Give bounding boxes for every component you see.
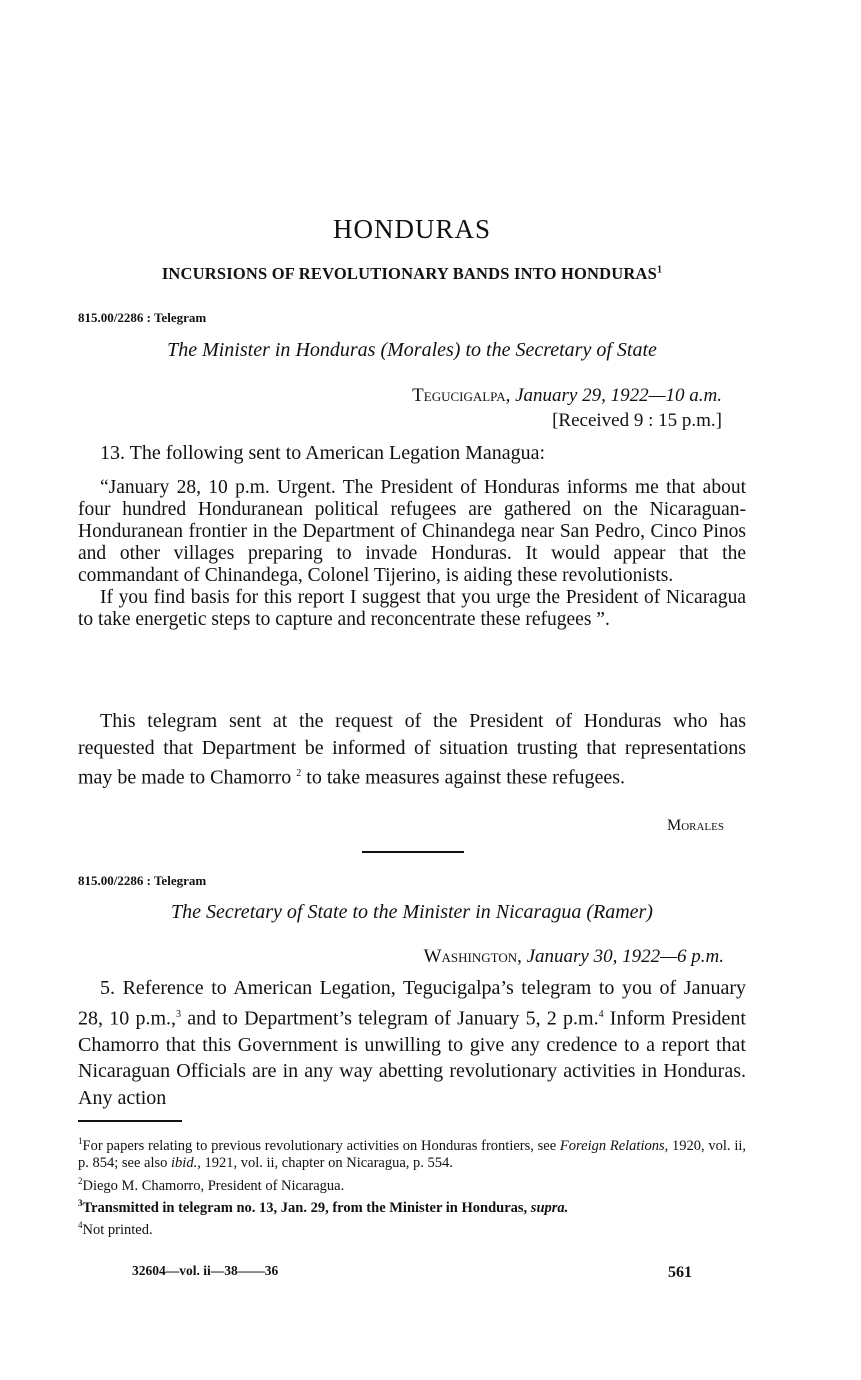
section-divider: [362, 851, 464, 853]
body-text: to take measures against these refugees.: [301, 766, 626, 789]
quoted-telegram: [78, 477, 746, 631]
heading-text: The Minister in: [167, 339, 296, 361]
footnote-marker: 1: [656, 264, 663, 276]
footnote-text: Transmitted in telegram no. 13, Jan. 29, from the Minister in Honduras,: [82, 1199, 528, 1216]
footnotes: [78, 1133, 746, 1240]
footnote-number: 4: [78, 1220, 83, 1231]
footnote-citation: Foreign Relations,: [559, 1137, 669, 1154]
footnote-text: For papers relating to previous revolutionary activities on Honduras frontiers, see: [82, 1137, 560, 1154]
body-paragraph: [78, 975, 746, 1111]
footnote-marker: 4: [598, 1008, 604, 1020]
footnote-citation: supra.: [530, 1199, 569, 1216]
footnote-marker: 3: [176, 1008, 182, 1020]
footnote-marker: 2: [296, 768, 302, 779]
section-title-text: INCURSIONS OF REVOLUTIONARY BANDS INTO HONDURAS: [161, 264, 657, 283]
dateline-place: Washington: [423, 946, 518, 967]
footnote-number: 3: [78, 1198, 83, 1209]
quote-paragraph: If you find basis for this report I suggest that you urge the President of Nicaragua to take energetic steps to capture and reconcentrate these refugees ”.: [78, 587, 746, 630]
footnote-rule: [78, 1120, 182, 1122]
footnote-text: 1920, vol. ii, p. 854; see also: [78, 1137, 746, 1172]
footnote: [78, 1133, 746, 1173]
telegram-intro: [78, 440, 746, 467]
body-text: and to Department’s telegram of January 5, 2 p.m.: [181, 1007, 599, 1030]
dateline-date: January 29, 1922—10 a.m.: [515, 385, 722, 406]
body-text: This telegram sent at the request of the President of Honduras who has requested that Department be informed of situation trusting that representations may be made to Chamorro: [78, 710, 746, 789]
heading-text-end: ) to the Secretary of State: [453, 339, 657, 361]
page-number: 561: [668, 1264, 692, 1281]
footnote: [78, 1173, 746, 1195]
footnote-text: 1921, vol. ii, chapter on Nicaragua, p. 554.: [200, 1155, 453, 1172]
dateline: Washington, January 30, 1922—6 p.m.: [423, 946, 724, 967]
printer-imprint: 32604—vol. ii—38——36: [132, 1263, 279, 1278]
dateline: Tegucigalpa, January 29, 1922—10 a.m.: [412, 385, 722, 406]
heading-paren: (: [375, 339, 388, 361]
document-heading: [78, 339, 746, 362]
heading-place: Honduras: [295, 339, 376, 361]
signature: Morales: [666, 817, 724, 834]
quote-paragraph: “January 28, 10 p.m. Urgent. The President of Honduras informs me that about four hundred Honduranean political refugees are gathered on the Nicaraguan-Honduranean frontier in the Department of Chinandega near San Pedro, Cinco Pinos and other villages preparing to invade Honduras. It would appear that the commandant of Chinandega, Colonel Tijerino, is aiding these revolutionists.: [78, 477, 746, 586]
body-text: 5. Reference to American Legation, Tegucigalpa’s telegram to you of January 28, 10 p.m.,: [78, 977, 746, 1030]
footnote-text: Diego M. Chamorro, President of Nicaragua.: [82, 1177, 345, 1194]
section-title: [78, 264, 746, 284]
heading-person: Morales: [387, 339, 454, 361]
footnote-text: Not printed.: [82, 1222, 153, 1239]
received-note: [Received 9 : 15 p.m.]: [552, 410, 722, 431]
intro-paragraph: 13. The following sent to American Legation Managua:: [100, 442, 546, 464]
footnote-citation: ibid.,: [171, 1155, 201, 1172]
telegram-body: [78, 708, 746, 791]
document-heading: The Secretary of State to the Minister in Nicaragua (Ramer): [171, 901, 653, 923]
body-paragraph: [78, 708, 746, 791]
country-heading: HONDURAS: [332, 214, 492, 244]
dateline-date: January 30, 1922—6 p.m.: [526, 946, 724, 967]
file-reference: 815.00/2286 : Telegram: [78, 310, 207, 325]
file-reference: 815.00/2286 : Telegram: [78, 873, 207, 888]
footnote-number: 1: [78, 1136, 83, 1146]
footnote: [78, 1195, 746, 1217]
body-text: Inform President Chamorro that this Government is unwilling to give any credence to a report that Nicaraguan Officials are in any way abetting revolutionary activities in Honduras. Any action: [78, 1007, 746, 1109]
footnote: [78, 1217, 746, 1239]
footnote-number: 2: [78, 1175, 83, 1186]
dateline-place: Tegucigalpa: [412, 385, 506, 406]
telegram-body: [78, 975, 746, 1111]
